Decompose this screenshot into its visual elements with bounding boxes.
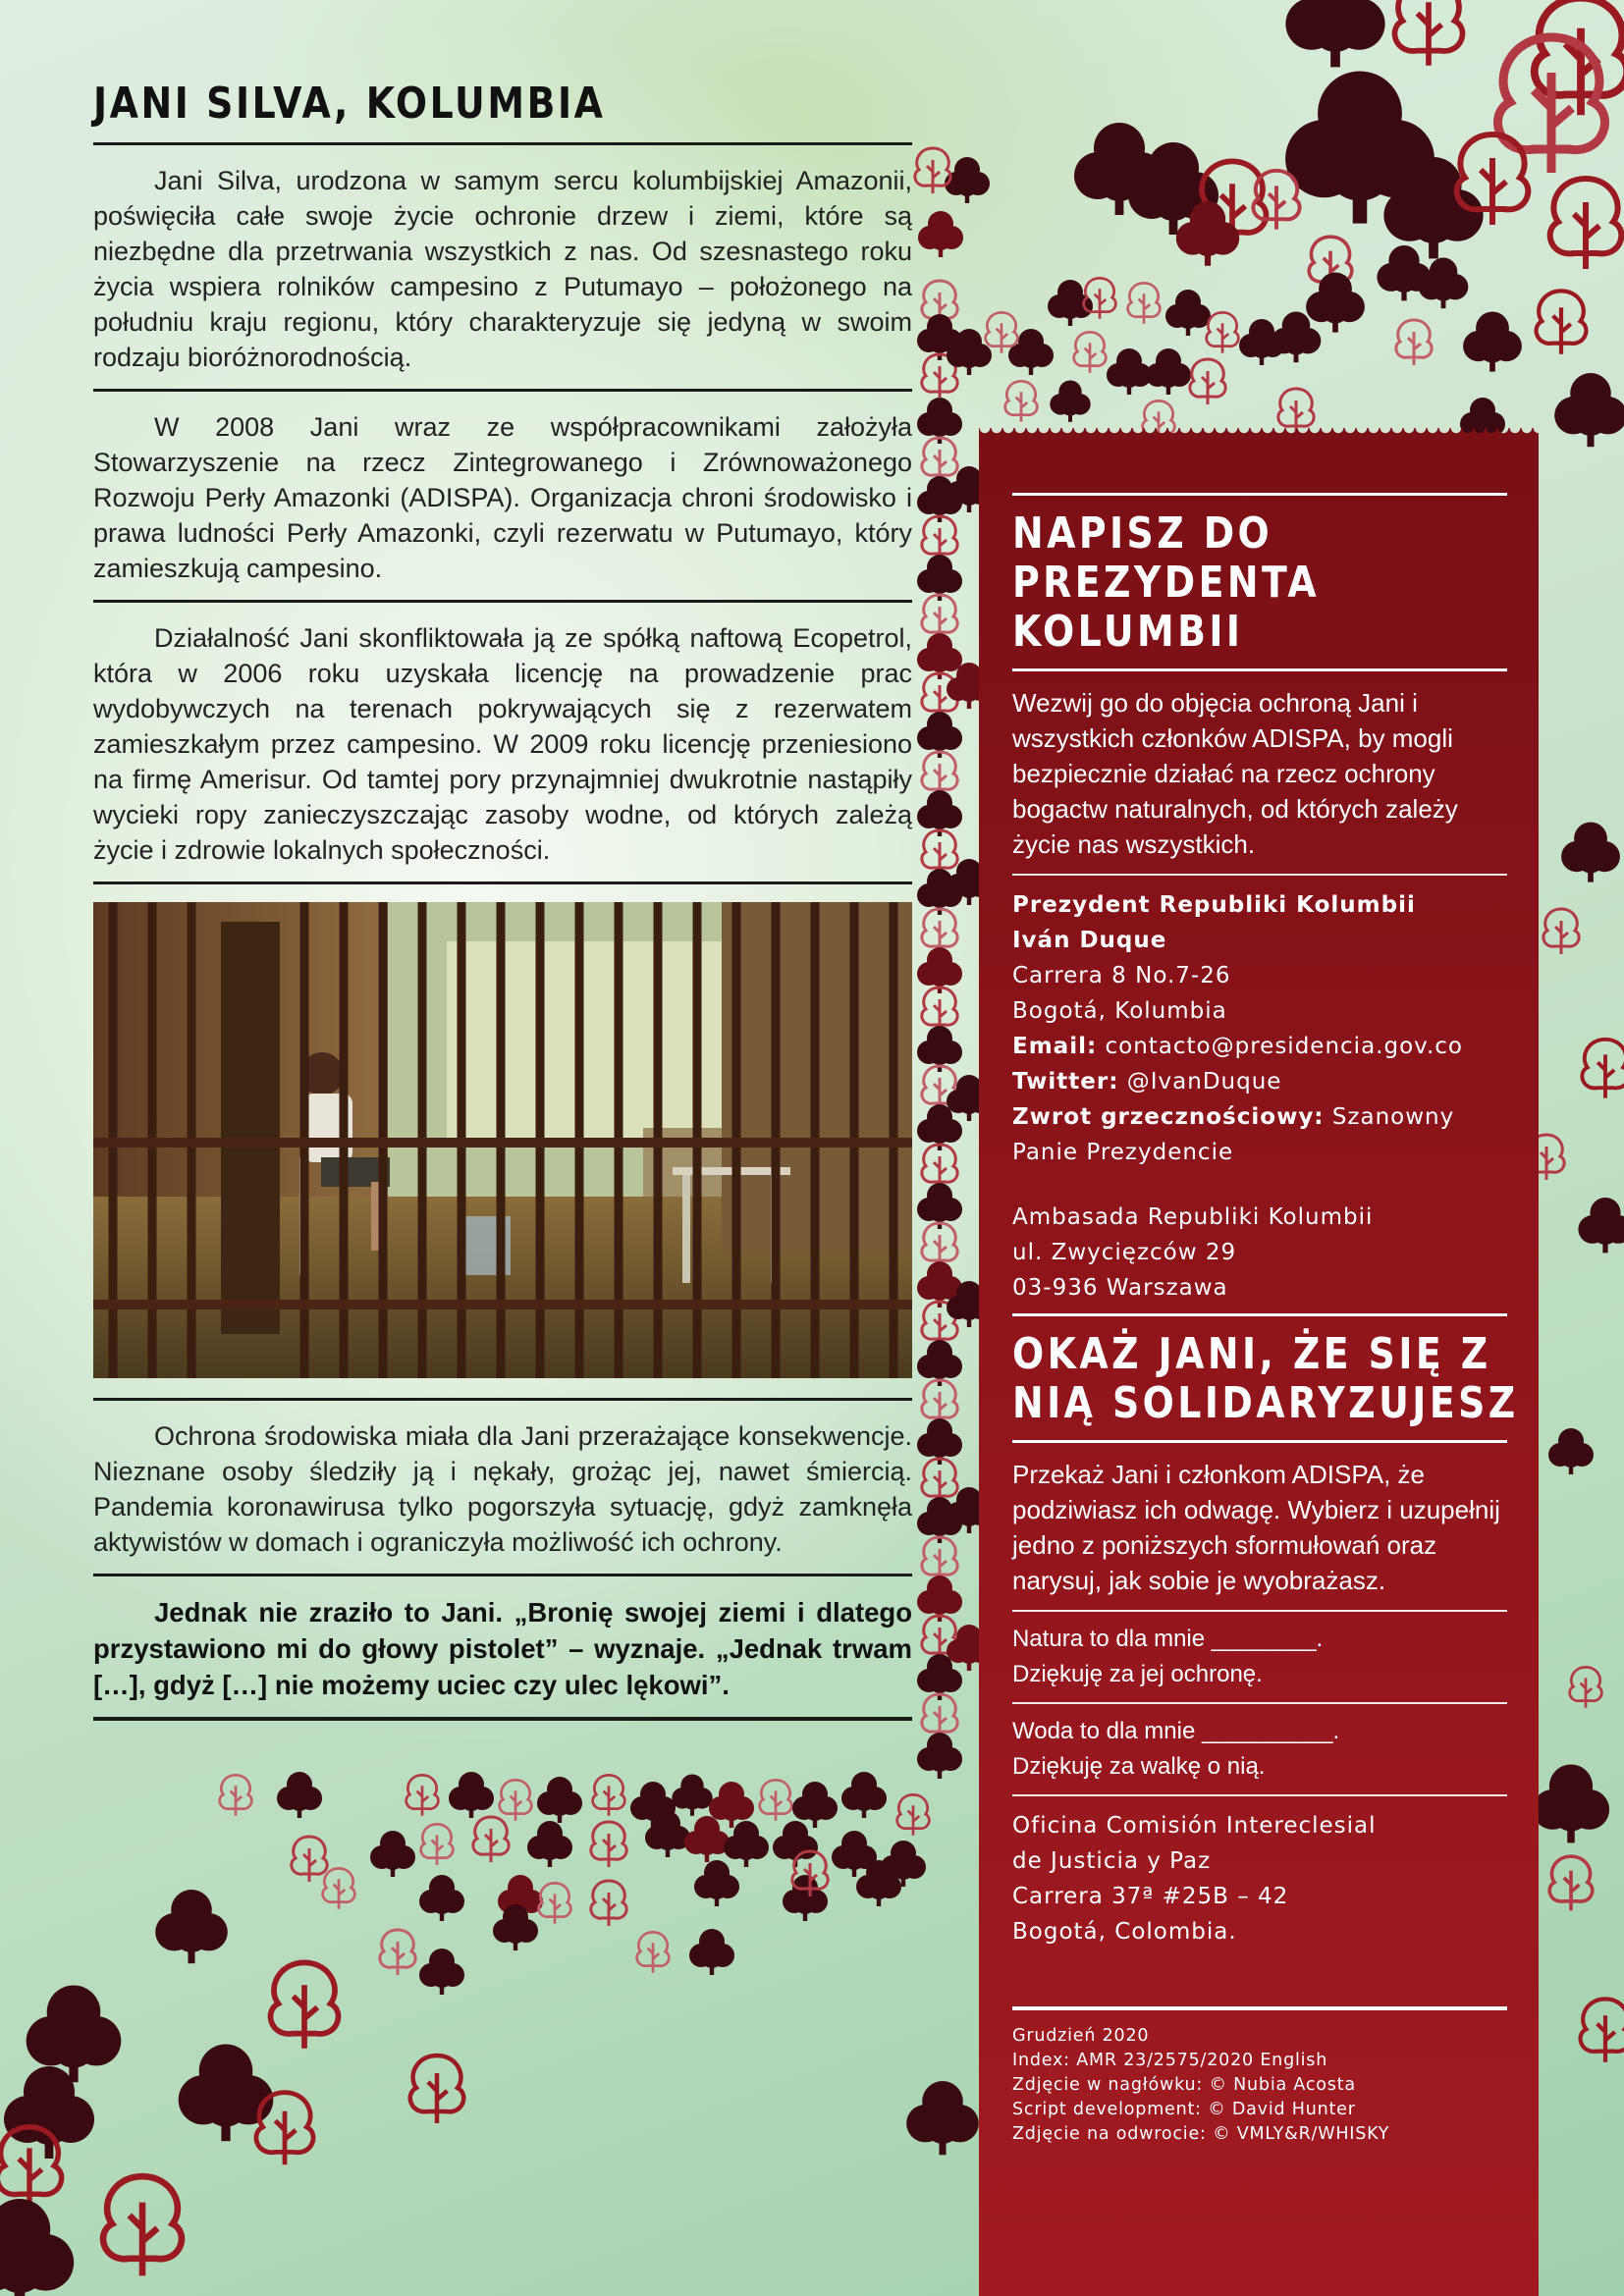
heading-line: OKAŻ JANI, ŻE SIĘ Z bbox=[1012, 1329, 1491, 1379]
salutation-text: Panie Prezydencie bbox=[1012, 1140, 1234, 1165]
divider bbox=[93, 389, 912, 392]
embassy-city: 03-936 Warszawa bbox=[1012, 1275, 1228, 1301]
addressee-name: Iván Duque bbox=[1012, 928, 1167, 953]
embassy-name: Ambasada Republiki Kolumbii bbox=[1012, 1204, 1374, 1230]
article-title: JANI SILVA, KOLUMBIA bbox=[93, 79, 606, 129]
fill-in-line: Dziękuję za walkę o nią. bbox=[1012, 1753, 1266, 1780]
fill-in-line: Natura to dla mnie ________. bbox=[1012, 1626, 1324, 1652]
heading-write-to-president bbox=[1012, 509, 1437, 657]
footer-credit: Zdjęcie na odwrocie: © VMLY&R/WHISKY bbox=[1012, 2124, 1390, 2144]
office-name: Oficina Comisión Intereclesial bbox=[1012, 1813, 1377, 1839]
divider bbox=[1012, 1610, 1507, 1612]
divider bbox=[1012, 1440, 1507, 1443]
footer-date: Grudzień 2020 bbox=[1012, 2026, 1150, 2046]
paragraph-threats: Ochrona środowiska miała dla Jani przerażające konsekwencje. Nieznane osoby śledziły ją i nękały, grożąc jej, nawet śmiercią. Pandemia koronawirusa tylko pogorszyła sytuację, gdyż zamknęła aktywistów w domach i ograniczyła możliwość ich ochrony. bbox=[93, 1421, 912, 1557]
divider bbox=[1012, 1794, 1507, 1796]
twitter-label: Twitter: bbox=[1012, 1069, 1119, 1095]
divider bbox=[1012, 1702, 1507, 1704]
divider bbox=[1012, 2006, 1507, 2010]
address-city: Bogotá, Kolumbia bbox=[1012, 998, 1227, 1024]
fill-in-line: Dziękuję za jej ochronę. bbox=[1012, 1661, 1263, 1687]
office-street: Carrera 37ª #25B – 42 bbox=[1012, 1884, 1289, 1909]
solidarity-text: Przekaż Jani i członkom ADISPA, że podziwiasz ich odwagę. Wybierz i uzupełnij jedno z poniższych sformułowań oraz narysuj, jak sobie je wyobrażasz. bbox=[1012, 1460, 1500, 1595]
paragraph-intro: Jani Silva, urodzona w samym sercu kolumbijskiej Amazonii, poświęciła całe swoje życie ochronie drzew i ziemi, które są niezbędne dla przetrwania wszystkich z nas. Od szesnastego roku życia wspiera rolników campesino z Putumayo – położonego na południu kraju regionu, który charakteryzuje się jedyną w swoim rodzaju bioróżnorodnością. bbox=[93, 166, 912, 372]
twitter-handle[interactable]: @IvanDuque bbox=[1126, 1069, 1282, 1095]
address-street: Carrera 8 No.7-26 bbox=[1012, 963, 1231, 988]
footer-credits bbox=[1012, 2024, 1507, 2147]
divider bbox=[1012, 668, 1507, 671]
fill-in-line: Woda to dla mnie __________. bbox=[1012, 1718, 1340, 1744]
embassy-street: ul. Zwycięzców 29 bbox=[1012, 1240, 1237, 1265]
footer-index: Index: AMR 23/2575/2020 English bbox=[1012, 2051, 1328, 2070]
divider bbox=[1012, 1313, 1507, 1316]
footer-credit: Script development: © David Hunter bbox=[1012, 2100, 1356, 2119]
divider bbox=[93, 142, 912, 145]
heading-line: NIĄ SOLIDARYZUJESZ bbox=[1012, 1378, 1519, 1428]
salutation-text: Szanowny bbox=[1331, 1104, 1455, 1130]
email-address[interactable]: contacto@presidencia.gov.co bbox=[1105, 1034, 1463, 1059]
article-column bbox=[93, 79, 912, 1721]
paragraph-adispa: W 2008 Jani wraz ze współpracownikami założyła Stowarzyszenie na rzecz Zintegrowanego i Zrównoważonego Rozwoju Perły Amazonki (ADISPA). Organizacja chroni środowisko i prawa ludności Perły Amazonki, czyli rezerwatu w Putumayo, który zamieszkują campesino. bbox=[93, 412, 912, 583]
addressee-title: Prezydent Republiki Kolumbii bbox=[1012, 892, 1416, 918]
photo-jani-behind-bars bbox=[93, 902, 912, 1378]
paragraph-quote: Jednak nie zraziło to Jani. „Bronię swojej ziemi i dlatego przystawiono mi do głowy pistolet” – wyznaje. „Jednak trwam […], gdyż […] nie możemy uciec czy ulec lękowi”. bbox=[93, 1597, 912, 1700]
heading-line: NAPISZ DO bbox=[1012, 508, 1273, 559]
tree-cluster-right-edge bbox=[1529, 823, 1624, 2062]
solidarity-address bbox=[1012, 1808, 1507, 1949]
divider bbox=[93, 600, 912, 603]
office-name: de Justicia y Paz bbox=[1012, 1848, 1212, 1874]
fill-in-nature bbox=[1012, 1622, 1507, 1692]
tree-cluster-bottom-left bbox=[0, 1772, 979, 2296]
salutation-label: Zwrot grzecznościowy: bbox=[1012, 1104, 1325, 1130]
divider bbox=[93, 1398, 912, 1401]
paragraph-conflict: Działalność Jani skonfliktowała ją ze spółką naftową Ecopetrol, która w 2006 roku uzyskała licencję na prowadzenie prac wydobywczych na terenach pokrywających się z rezerwatem zamieszkałym przez campesino. W 2009 roku licencję przeniesiono na firmę Amerisur. Od tamtej pory przynajmniej dwukrotnie nastąpiły wycieki ropy zanieczyszczając zasoby wodne, od których zależą życie i zdrowie lokalnych społeczności. bbox=[93, 623, 912, 865]
divider bbox=[93, 1717, 912, 1721]
footer-credit: Zdjęcie w nagłówku: © Nubia Acosta bbox=[1012, 2075, 1356, 2095]
photo-illustration bbox=[93, 902, 912, 1378]
divider bbox=[1012, 493, 1507, 496]
tree-cluster-top-right bbox=[986, 0, 1624, 447]
fill-in-water bbox=[1012, 1714, 1507, 1785]
email-label: Email: bbox=[1012, 1034, 1098, 1059]
action-box bbox=[979, 438, 1539, 2296]
appeal-text: Wezwij go do objęcia ochroną Jani i wszystkich członków ADISPA, by mogli bezpiecznie działać na rzecz ochrony bogactw naturalnych, od których zależy życie nas wszystkich. bbox=[1012, 688, 1458, 859]
heading-solidarity bbox=[1012, 1329, 1519, 1428]
heading-line: PREZYDENTA bbox=[1012, 558, 1321, 608]
heading-line: KOLUMBII bbox=[1012, 607, 1244, 657]
divider bbox=[1012, 874, 1507, 876]
office-city: Bogotá, Colombia. bbox=[1012, 1919, 1237, 1945]
divider bbox=[93, 1574, 912, 1576]
divider bbox=[93, 881, 912, 884]
president-address bbox=[1012, 887, 1507, 1306]
